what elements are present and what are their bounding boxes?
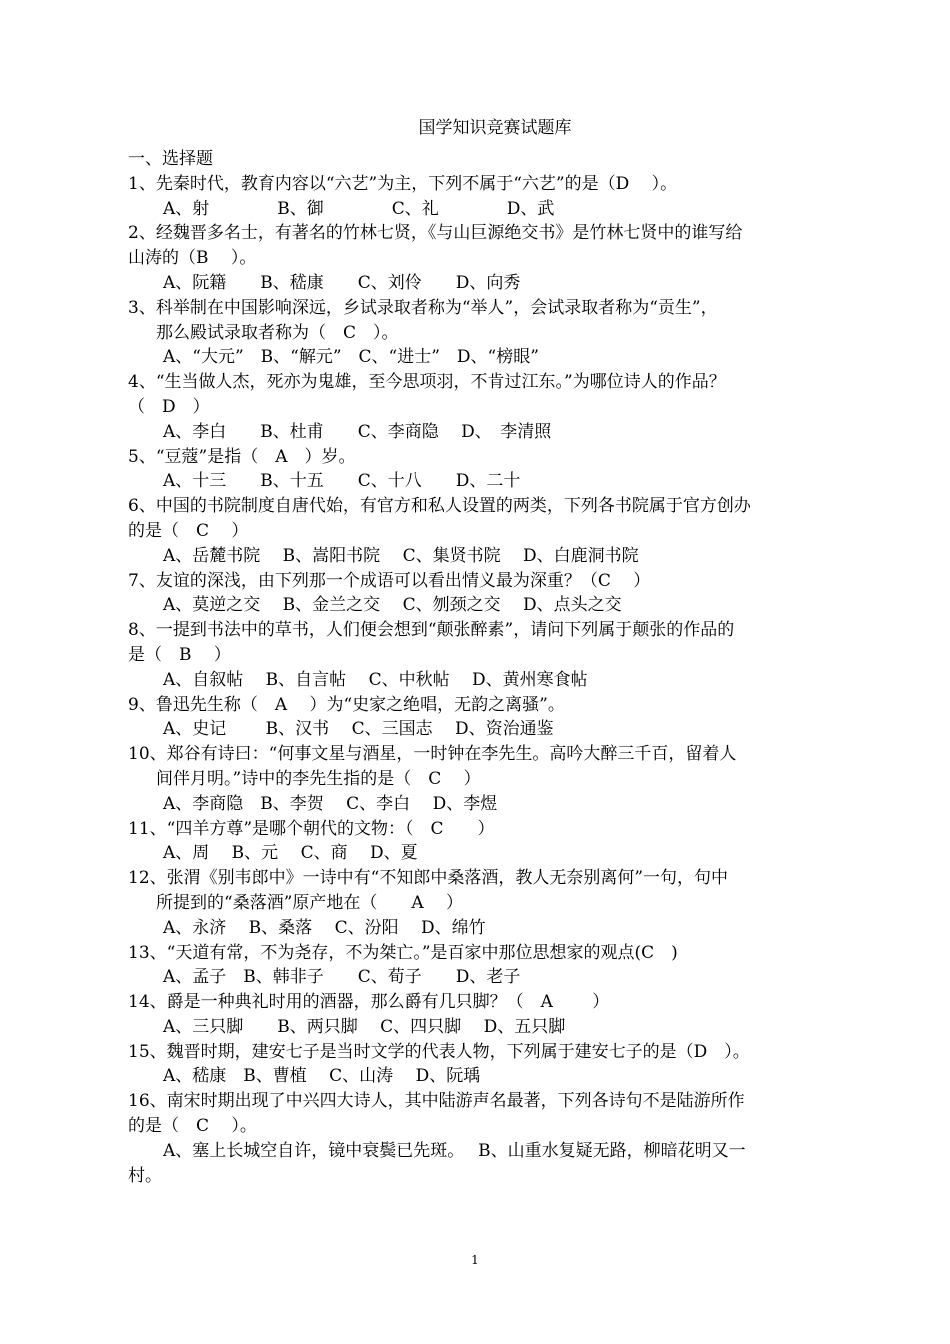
text-line: A、岳麓书院 B、嵩阳书院 C、集贤书院 D、白鹿洞书院 xyxy=(163,545,639,566)
text-line: 3、科举制在中国影响深远，乡试录取者称为“举人”，会试录取者称为“贡生”， xyxy=(128,297,718,318)
text-line: （ D ） xyxy=(128,396,210,417)
page-number: 1 xyxy=(471,1253,479,1267)
text-line: A、孟子 B、韩非子 C、荀子 D、老子 xyxy=(163,967,521,988)
text-line: 所提到的“桑落酒”原产地在（ A ） xyxy=(156,892,464,913)
text-line: 2、经魏晋多名士，有著名的竹林七贤，《与山巨源绝交书》是竹林七贤中的谁写给 xyxy=(128,223,743,244)
text-line: 7、友谊的深浅，由下列那一个成语可以看出情义最为深重？（C ） xyxy=(128,570,651,591)
text-line: 一、选择题 xyxy=(128,149,213,169)
text-line: 是（ B ） xyxy=(128,644,231,665)
text-line: A、塞上长城空自许，镜中衰鬓已先斑。 B、山重水复疑无路，柳暗花明又一 xyxy=(163,1140,746,1161)
text-line: A、嵇康 B、曹植 C、山涛 D、阮瑀 xyxy=(163,1066,481,1087)
text-line: A、自叙帖 B、自言帖 C、中秋帖 D、黄州寒食帖 xyxy=(163,669,588,690)
text-line: A、史记 B、汉书 C、三国志 D、资治通鉴 xyxy=(163,719,554,740)
text-line: 的是（ C ）。 xyxy=(128,1116,257,1137)
text-line: 1、先秦时代，教育内容以“六艺”为主，下列不属于“六艺”的是（D ）。 xyxy=(128,173,678,194)
text-line: A、“大元” B、“解元” C、“进士” D、“榜眼” xyxy=(163,347,539,368)
text-line: 8、一提到书法中的草书，人们便会想到“颠张醉素”，请问下列属于颠张的作品的 xyxy=(128,620,735,641)
text-line: 15、魏晋时期，建安七子是当时文学的代表人物，下列属于建安七子的是（D ）。 xyxy=(128,1041,750,1062)
text-line: 12、张渭《别韦郎中》一诗中有“不知郎中桑落酒，教人无奈别离何”一句，句中 xyxy=(128,868,729,889)
text-line: 的是（ C ） xyxy=(128,520,249,541)
text-line: 16、南宋时期出现了中兴四大诗人，其中陆游声名最著，下列各诗句不是陆游所作 xyxy=(128,1091,745,1112)
text-line: 山涛的（B ）。 xyxy=(128,248,257,269)
text-line: 14、爵是一种典礼时用的酒器，那么爵有几只脚？（ A ） xyxy=(128,992,610,1013)
text-line: A、李白 B、杜甫 C、李商隐 D、 李清照 xyxy=(163,421,552,442)
text-line: A、永济 B、桑落 C、汾阳 D、绵竹 xyxy=(163,917,486,938)
question-list xyxy=(128,147,828,1188)
text-line: A、周 B、元 C、商 D、夏 xyxy=(163,843,418,864)
text-line: 间伴月明。”诗中的李先生指的是（ C ） xyxy=(156,768,481,789)
text-line: 9、鲁迅先生称（ A ）为“史家之绝唱，无韵之离骚”。 xyxy=(128,694,565,715)
text-line: A、射 B、御 C、礼 D、武 xyxy=(163,198,555,219)
text-line: A、莫逆之交 B、金兰之交 C、刎颈之交 D、点头之交 xyxy=(163,595,622,616)
text-line: 10、郑谷有诗曰：“何事文星与酒星，一时钟在李先生。高吟大醉三千百，留着人 xyxy=(128,744,737,765)
text-line: A、阮籍 B、嵇康 C、刘伶 D、向秀 xyxy=(163,272,521,293)
text-line: A、三只脚 B、两只脚 C、四只脚 D、五只脚 xyxy=(163,1016,566,1037)
document-title: 国学知识竞赛试题库 xyxy=(418,118,572,138)
text-line: A、李商隐 B、李贺 C、李白 D、李煜 xyxy=(163,793,498,814)
text-line: A、十三 B、十五 C、十八 D、二十 xyxy=(163,471,521,492)
text-line: 5、“豆蔻”是指（ A ）岁。 xyxy=(128,446,356,467)
text-line: 4、“生当做人杰，死亦为鬼雄，至今思项羽，不肯过江东。”为哪位诗人的作品？ xyxy=(128,372,726,393)
text-line: 那么殿试录取者称为（ C ）。 xyxy=(156,322,399,343)
text-line: 13、“天道有常，不为尧存，不为桀亡。”是百家中那位思想家的观点(C ) xyxy=(128,942,678,963)
text-line: 11、“四羊方尊”是哪个朝代的文物：（ C ） xyxy=(128,818,495,839)
text-line: 村。 xyxy=(128,1165,162,1186)
text-line: 6、中国的书院制度自唐代始，有官方和私人设置的两类，下列各书院属于官方创办 xyxy=(128,496,751,517)
